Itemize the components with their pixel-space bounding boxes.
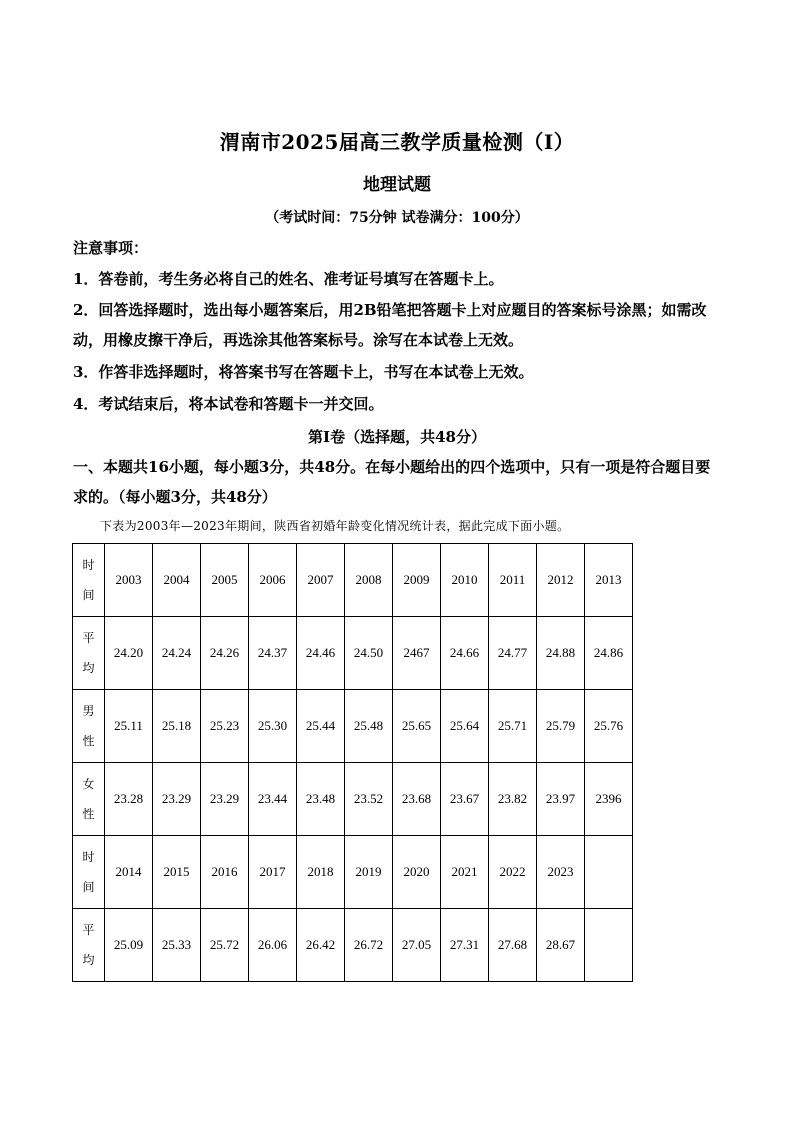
table-cell: 25.71 — [489, 690, 537, 763]
exam-subject: 地理试题 — [363, 175, 431, 195]
row-header-char: 间 — [82, 880, 95, 894]
table-cell: 2015 — [153, 836, 201, 909]
table-cell: 2010 — [441, 544, 489, 617]
table-row — [73, 617, 633, 690]
table-cell: 25.72 — [201, 909, 249, 982]
row-header — [73, 836, 105, 909]
table-cell: 24.50 — [345, 617, 393, 690]
notice-item-4: 4．考试结束后，将本试卷和答题卡一并交回。 — [73, 395, 384, 413]
table-cell: 23.52 — [345, 763, 393, 836]
notice-item-3: 3．作答非选择题时，将答案书写在答题卡上，书写在本试卷上无效。 — [73, 363, 534, 381]
table-cell: 2018 — [297, 836, 345, 909]
table-cell: 23.28 — [105, 763, 153, 836]
table-row — [73, 836, 633, 909]
table-cell: 25.11 — [105, 690, 153, 763]
table-cell: 24.26 — [201, 617, 249, 690]
table-cell: 25.76 — [585, 690, 633, 763]
table-cell: 2023 — [537, 836, 585, 909]
row-header — [73, 763, 105, 836]
table-row — [73, 690, 633, 763]
table-cell: 24.24 — [153, 617, 201, 690]
row-header-char: 时 — [82, 850, 95, 864]
table-cell: 25.79 — [537, 690, 585, 763]
table-cell: 26.06 — [249, 909, 297, 982]
row-header-char: 男 — [82, 704, 95, 718]
notice-item-2: 2．回答选择题时，选出每小题答案后，用2B铅笔把答题卡上对应题目的答案标号涂黑；如需改动，用橡皮擦干净后，再选涂其他答案标号。涂写在本试卷上无效。 — [73, 301, 707, 349]
table-cell: 27.68 — [489, 909, 537, 982]
table-cell: 25.09 — [105, 909, 153, 982]
table-cell: 2020 — [393, 836, 441, 909]
marriage-age-table — [72, 543, 633, 982]
table-cell: 2021 — [441, 836, 489, 909]
row-header-char: 均 — [82, 661, 95, 675]
table-cell: 24.66 — [441, 617, 489, 690]
table-cell: 25.65 — [393, 690, 441, 763]
table-cell: 24.77 — [489, 617, 537, 690]
table-cell: 25.64 — [441, 690, 489, 763]
table-cell: 2013 — [585, 544, 633, 617]
row-header-char: 平 — [82, 631, 95, 645]
row-header-char: 性 — [82, 734, 95, 748]
table-cell: 24.37 — [249, 617, 297, 690]
table-cell: 23.97 — [537, 763, 585, 836]
row-header-char: 平 — [82, 923, 95, 937]
row-header — [73, 690, 105, 763]
table-cell: 2006 — [249, 544, 297, 617]
table-cell: 26.72 — [345, 909, 393, 982]
table-cell: 2004 — [153, 544, 201, 617]
question-intro: 下表为2003年—2023年期间，陕西省初婚年龄变化情况统计表，据此完成下面小题。 — [100, 519, 570, 533]
table-cell: 27.31 — [441, 909, 489, 982]
row-header-char: 间 — [82, 588, 95, 602]
table-cell: 2016 — [201, 836, 249, 909]
table-cell: 25.30 — [249, 690, 297, 763]
table-cell: 2022 — [489, 836, 537, 909]
table-cell — [585, 909, 633, 982]
exam-info: （考试时间：75分钟 试卷满分：100分） — [265, 210, 529, 226]
row-header — [73, 617, 105, 690]
table-cell: 23.67 — [441, 763, 489, 836]
table-cell: 24.46 — [297, 617, 345, 690]
table-cell: 2017 — [249, 836, 297, 909]
table-cell: 25.48 — [345, 690, 393, 763]
table-cell: 2005 — [201, 544, 249, 617]
table-cell: 24.88 — [537, 617, 585, 690]
notice-item-1: 1．答卷前，考生务必将自己的姓名、准考证号填写在答题卡上。 — [73, 270, 504, 288]
table-cell: 2012 — [537, 544, 585, 617]
table-row — [73, 909, 633, 982]
table-cell: 25.23 — [201, 690, 249, 763]
table-row — [73, 763, 633, 836]
table-cell: 26.42 — [297, 909, 345, 982]
row-header-char: 时 — [82, 558, 95, 572]
table-cell — [585, 836, 633, 909]
table-row — [73, 544, 633, 617]
table-cell: 23.82 — [489, 763, 537, 836]
exam-title: 渭南市2025届高三教学质量检测（Ⅰ） — [219, 130, 575, 154]
part-title: 第Ⅰ卷（选择题，共48分） — [308, 428, 486, 446]
table-cell: 23.68 — [393, 763, 441, 836]
row-header — [73, 544, 105, 617]
table-cell: 2003 — [105, 544, 153, 617]
table-cell: 24.20 — [105, 617, 153, 690]
row-header — [73, 909, 105, 982]
table-cell: 23.44 — [249, 763, 297, 836]
table-cell: 23.29 — [201, 763, 249, 836]
table-cell: 27.05 — [393, 909, 441, 982]
table-cell: 2011 — [489, 544, 537, 617]
row-header-char: 女 — [82, 777, 95, 791]
table-cell: 2009 — [393, 544, 441, 617]
table-cell: 28.67 — [537, 909, 585, 982]
table-cell: 23.29 — [153, 763, 201, 836]
notice-heading: 注意事项： — [73, 239, 149, 257]
table-cell: 2019 — [345, 836, 393, 909]
table-cell: 2008 — [345, 544, 393, 617]
table-cell: 25.33 — [153, 909, 201, 982]
section-instructions: 一、本题共16小题，每小题3分，共48分。在每小题给出的四个选项中，只有一项是符合题目要求的。（每小题3分，共48分） — [73, 458, 711, 506]
table-cell: 2396 — [585, 763, 633, 836]
table-cell: 2007 — [297, 544, 345, 617]
table-cell: 2014 — [105, 836, 153, 909]
table-cell: 25.44 — [297, 690, 345, 763]
table-cell: 2467 — [393, 617, 441, 690]
row-header-char: 均 — [82, 953, 95, 967]
table-cell: 23.48 — [297, 763, 345, 836]
table-cell: 24.86 — [585, 617, 633, 690]
table-cell: 25.18 — [153, 690, 201, 763]
row-header-char: 性 — [82, 807, 95, 821]
